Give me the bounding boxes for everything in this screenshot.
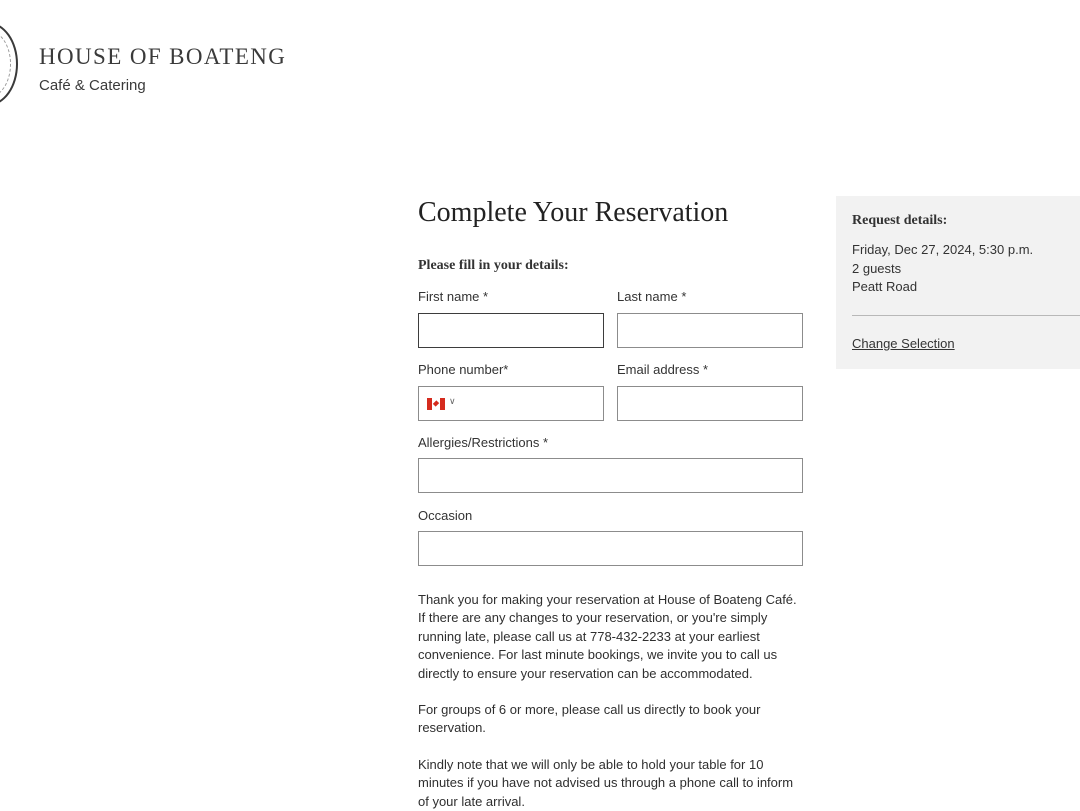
logo-seal-icon (0, 22, 18, 106)
reservation-note: Thank you for making your reservation at House of Boateng Café. If there are any changes to your reservation, or you're simply running late, please call us at 778-432-2233 at your earliest convenience. For last minute bookings, we invite you to call us directly to ensure your reservation can be accommodated. (418, 592, 797, 681)
email-label: Email address * (617, 362, 709, 377)
request-date-time: Friday, Dec 27, 2024, 5:30 p.m. (852, 242, 1034, 257)
phone-input[interactable] (463, 387, 601, 420)
phone-label: Phone number* (418, 362, 509, 377)
brand-tagline: Café & Catering (39, 77, 146, 94)
occasion-label: Occasion (418, 508, 473, 523)
divider (852, 315, 1080, 316)
email-input[interactable] (617, 386, 803, 421)
brand-name[interactable]: HOUSE OF BOATENG (39, 44, 287, 69)
phone-field[interactable] (418, 386, 604, 421)
form-intro: Please fill in your details: (418, 258, 569, 273)
allergies-input[interactable] (418, 458, 803, 493)
request-location: Peatt Road (852, 279, 918, 294)
request-details-heading: Request details: (852, 213, 948, 228)
first-name-label: First name * (418, 289, 489, 304)
request-details-panel (836, 196, 1080, 369)
occasion-input[interactable] (418, 531, 803, 566)
canada-flag-icon (427, 398, 445, 410)
last-name-label: Last name * (617, 289, 687, 304)
request-guests: 2 guests (852, 261, 902, 276)
chevron-down-icon: ∨ (449, 396, 456, 406)
allergies-label: Allergies/Restrictions * (418, 435, 549, 450)
country-code-select[interactable] (427, 397, 461, 411)
last-name-input[interactable] (617, 313, 803, 348)
change-selection-link[interactable]: Change Selection (852, 336, 955, 351)
first-name-input[interactable] (418, 313, 604, 348)
group-booking-note: For groups of 6 or more, please call us directly to book your reservation. (418, 702, 761, 736)
late-arrival-note: Kindly note that we will only be able to hold your table for 10 minutes if you have not advised us through a phone call to inform of your late arrival. (418, 757, 794, 809)
page-title: Complete Your Reservation (418, 197, 729, 228)
